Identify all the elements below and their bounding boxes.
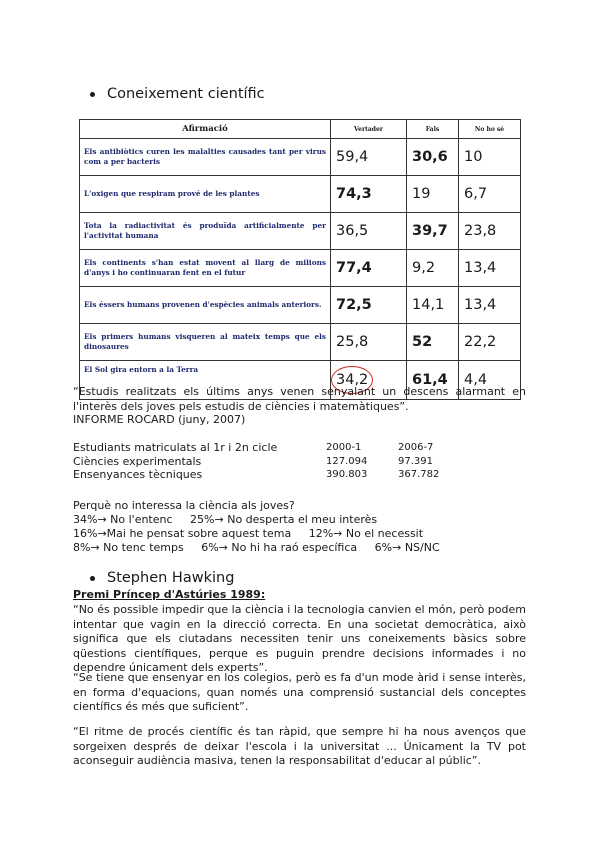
circled-value: 34,2	[331, 366, 373, 394]
no-ho-se-cell: 13,4	[459, 287, 521, 324]
statement-cell: L'oxigen que respiram prové de les plantes	[80, 176, 331, 213]
vertader-cell: 25,8	[331, 324, 407, 361]
vertader-cell: 36,5	[331, 213, 407, 250]
no-ho-se-cell: 22,2	[459, 324, 521, 361]
fals-cell: 14,1	[407, 287, 459, 324]
fals-cell: 52	[407, 324, 459, 361]
statement-cell: El Sol gira entorn a la Terra	[80, 361, 331, 400]
table-header-row	[80, 120, 521, 139]
answer-item: 6%→ NS/NC	[374, 541, 440, 554]
table-row	[80, 139, 521, 176]
rocard-quote: “Estudis realitzats els últims anys venen senyalant un descens alarmant en l'interès dels joves pels estudis de ciències i matemàtiques”.	[73, 385, 526, 413]
stats-label: Ensenyances tècniques	[73, 468, 203, 481]
rocard-source: INFORME ROCARD (juny, 2007)	[73, 413, 246, 426]
vertader-cell: 59,4	[331, 139, 407, 176]
stats-header-row	[73, 441, 439, 455]
fals-cell: 61,4	[407, 361, 459, 400]
stats-label: Ciències experimentals	[73, 454, 202, 468]
question-title: Perquè no interessa la ciència als joves?	[73, 499, 295, 512]
fals-cell: 19	[407, 176, 459, 213]
answer-line	[73, 527, 437, 542]
stats-year: 2000-1	[326, 442, 362, 453]
stats-value: 97.391	[398, 455, 433, 467]
column-header: No ho sé	[459, 120, 521, 139]
table-row	[80, 287, 521, 324]
answer-line	[73, 541, 454, 556]
statement-cell: Els éssers humans provenen d'espècies animals anteriors.	[80, 287, 331, 324]
stats-label: Estudiants matriculats al 1r i 2n cicle	[73, 441, 278, 454]
no-ho-se-cell: 10	[459, 139, 521, 176]
answer-item: 6%→ No hi ha raó específica	[201, 541, 358, 554]
no-ho-se-cell: 13,4	[459, 250, 521, 287]
stats-value: 127.094	[326, 455, 368, 467]
section-heading-coneixement	[90, 86, 265, 102]
hawking-quote: “El ritme de procés científic és tan ràpid, que sempre hi ha nous avenços que sorgeixen després de deixar l'escola i la universitat ... Únicament la TV pot aconseguir audiència masiva, tenen la responsabilitat d'educar al públic”.	[73, 725, 526, 767]
bullet-icon	[90, 92, 95, 97]
fals-cell: 39,7	[407, 213, 459, 250]
stats-row	[73, 468, 439, 482]
section-heading-text: Stephen Hawking	[107, 570, 235, 586]
answer-item: 8%→ No tenc temps	[73, 541, 184, 554]
statement-cell: Tota la radiactivitat és produïda artificialmente per l'activitat humana	[80, 213, 331, 250]
stats-year: 2006-7	[398, 442, 434, 453]
section-heading-hawking	[90, 570, 234, 586]
hawking-quote: “No és possible impedir que la ciència i la tecnologia canvien el món, però podem intentar que vagin en la direcció correcta. En una societat democràtica, això significa que els ciutadans necessiten tenir uns coneixements bàsics sobre qüestions científiques, perque es puguin prendre decisions informades i no dependre únicament dels experts”.	[73, 603, 526, 674]
stats-value: 367.782	[398, 469, 440, 480]
survey-table	[79, 119, 521, 400]
answer-item: 16%→Mai he pensat sobre aquest tema	[73, 527, 292, 540]
column-header: Vertader	[331, 120, 407, 139]
bullet-icon	[90, 576, 95, 581]
stats-value: 390.803	[326, 469, 368, 480]
award-title: Premi Príncep d'Astúries 1989:	[73, 588, 266, 601]
answer-item: 25%→ No desperta el meu interès	[190, 513, 378, 526]
vertader-cell: 77,4	[331, 250, 407, 287]
no-ho-se-cell: 4,4	[459, 361, 521, 400]
vertader-cell: 74,3	[331, 176, 407, 213]
table-row	[80, 250, 521, 287]
fals-cell: 30,6	[407, 139, 459, 176]
hawking-quote: “Se tiene que ensenyar en los colegios, però es fa d'un mode àrid i sense interès, en forma d'equacions, quan només una comprensió sustancial dels conceptes científics és més que suficient”.	[73, 671, 526, 713]
column-header: Afirmació	[80, 120, 331, 139]
statement-cell: Els continents s'han estat movent al llarg de milions d'anys i ho continuaran fent en el futur	[80, 250, 331, 287]
section-heading-text: Coneixement científic	[107, 86, 265, 102]
table-row	[80, 324, 521, 361]
fals-cell: 9,2	[407, 250, 459, 287]
no-ho-se-cell: 6,7	[459, 176, 521, 213]
table-row	[80, 213, 521, 250]
statement-cell: Els primers humans visqueren al mateix temps que els dinosaures	[80, 324, 331, 361]
stats-row	[73, 455, 439, 469]
enrollment-stats	[73, 441, 439, 482]
answer-item: 12%→ No el necessit	[308, 527, 424, 540]
answer-line	[73, 513, 391, 528]
no-ho-se-cell: 23,8	[459, 213, 521, 250]
table-row	[80, 176, 521, 213]
statement-cell: Els antibiòtics curen les malalties causades tant per virus com a per bacteris	[80, 139, 331, 176]
vertader-cell: 72,5	[331, 287, 407, 324]
answer-item: 34%→ No l'entenc	[73, 513, 173, 526]
column-header: Fals	[407, 120, 459, 139]
